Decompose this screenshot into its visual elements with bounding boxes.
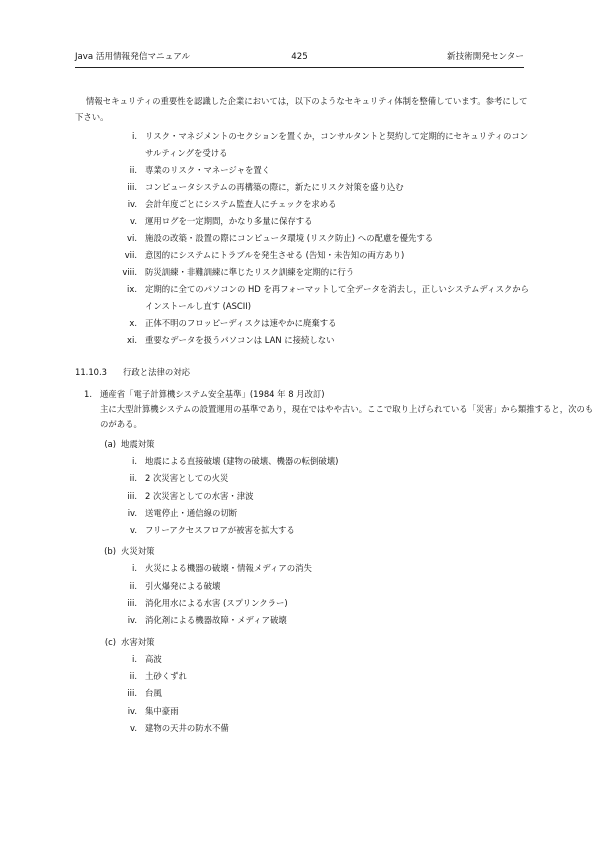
sub-item-number: i. bbox=[132, 456, 137, 466]
category-items bbox=[0, 560, 595, 629]
sub-item-number: ii. bbox=[129, 580, 137, 591]
regulation-item bbox=[0, 387, 595, 402]
category-label: (a) bbox=[104, 439, 116, 449]
list-item bbox=[0, 315, 595, 332]
sub-item-number: iv. bbox=[127, 615, 137, 626]
sub-item-text: 土砂くずれ bbox=[145, 670, 187, 681]
list-item-text: リスク・マネジメントのセクションを置くか，コンサルタントと契約して定期的にセキュリティのコンサルティングを受ける bbox=[145, 131, 529, 158]
category-heading bbox=[0, 634, 595, 651]
list-item bbox=[0, 264, 595, 281]
sub-item-text: 高波 bbox=[145, 653, 162, 664]
list-item bbox=[0, 578, 595, 595]
section-heading bbox=[75, 367, 190, 377]
category-heading bbox=[0, 543, 595, 560]
list-item bbox=[0, 230, 595, 247]
category-title: 火災対策 bbox=[121, 546, 155, 557]
header-title: Java 活用情報発信マニュアル bbox=[75, 52, 191, 62]
sub-item-text: 2 次災害としての火災 bbox=[145, 473, 229, 484]
sub-item-text: 2 次災害としての水害・津波 bbox=[145, 490, 254, 501]
list-item bbox=[0, 281, 595, 315]
list-item-number: x. bbox=[129, 318, 137, 328]
category-items bbox=[0, 651, 595, 737]
list-item-text: 正体不明のフロッピーディスクは速やかに廃棄する bbox=[145, 318, 337, 328]
category-items bbox=[0, 453, 595, 539]
list-item bbox=[0, 488, 595, 505]
list-item bbox=[0, 668, 595, 685]
sub-item-number: ii. bbox=[129, 473, 137, 484]
category-title: 水害対策 bbox=[121, 636, 155, 647]
sub-item-number: iii. bbox=[127, 688, 137, 699]
list-item bbox=[0, 560, 595, 577]
list-item bbox=[0, 196, 595, 213]
sub-item-number: iii. bbox=[127, 490, 137, 501]
list-item-number: vi. bbox=[127, 233, 137, 243]
list-item-text: 防災訓練・非難訓練に準じたリスク訓練を定期的に行う bbox=[145, 267, 355, 277]
list-item bbox=[0, 470, 595, 487]
category-label: (c) bbox=[104, 636, 116, 647]
category-title: 地震対策 bbox=[121, 439, 155, 449]
list-item bbox=[0, 332, 595, 349]
sub-item-text: フリーアクセスフロアが被害を拡大する bbox=[145, 525, 295, 536]
disaster-categories bbox=[0, 436, 595, 737]
list-item-number: ii. bbox=[129, 165, 137, 175]
sub-item-number: i. bbox=[132, 563, 137, 574]
sub-item-text: 消化剤による機器故障・メディア破壊 bbox=[145, 615, 287, 626]
list-item-number: i. bbox=[132, 131, 137, 141]
sub-item-number: iv. bbox=[127, 507, 137, 518]
list-item bbox=[0, 162, 595, 179]
list-item bbox=[0, 595, 595, 612]
header-rule bbox=[75, 67, 524, 68]
list-item-number: ix. bbox=[127, 284, 137, 294]
sub-item-text: 引火爆発による破壊 bbox=[145, 580, 221, 591]
sub-item-text: 火災による機器の破壊・情報メディアの消失 bbox=[145, 563, 312, 574]
category-label: (b) bbox=[104, 546, 116, 557]
intro-paragraph bbox=[75, 93, 530, 125]
list-item-number: viii. bbox=[122, 267, 137, 277]
list-item bbox=[0, 213, 595, 230]
list-item bbox=[0, 505, 595, 522]
list-item-text: 運用ログを一定期間，かなり多量に保存する bbox=[145, 216, 313, 226]
page-number: 425 bbox=[291, 52, 308, 62]
list-item-text: 専業のリスク・マネージャを置く bbox=[145, 165, 271, 175]
regulation-body: 主に大型計算機システムの設置運用の基準であり，現在ではやや古い。ここで取り上げられている「災害」から類推すると，次のものがある。 bbox=[100, 404, 594, 429]
list-item-text: 施設の改築・設置の際にコンピュータ環境 (リスク防止) への配慮を優先する bbox=[145, 233, 434, 243]
list-item-text: 会計年度ごとにシステム監査人にチェックを求める bbox=[145, 199, 337, 209]
list-item bbox=[0, 651, 595, 668]
security-measures-list bbox=[0, 128, 595, 349]
sub-item-number: i. bbox=[132, 653, 137, 664]
list-item bbox=[0, 612, 595, 629]
sub-item-text: 送電停止・通信線の切断 bbox=[145, 507, 238, 518]
list-item bbox=[0, 685, 595, 702]
list-item bbox=[0, 703, 595, 720]
sub-item-number: v. bbox=[130, 525, 137, 536]
regulation-title: 通産省「電子計算機システム安全基準」(1984 年 8 月改訂) bbox=[100, 389, 325, 399]
list-item bbox=[0, 720, 595, 737]
list-item bbox=[0, 247, 595, 264]
regulation-block bbox=[0, 387, 595, 739]
sub-item-text: 建物の天井の防水不備 bbox=[145, 722, 229, 733]
sub-item-text: 地震による直接破壊 (建物の破壊、機器の転倒破壊) bbox=[145, 456, 339, 466]
sub-item-number: v. bbox=[130, 722, 137, 733]
list-item-number: xi. bbox=[127, 335, 137, 345]
sub-item-number: iv. bbox=[127, 705, 137, 716]
list-item-number: iii. bbox=[127, 182, 137, 192]
sub-item-number: ii. bbox=[129, 670, 137, 681]
list-item bbox=[0, 179, 595, 196]
sub-item-text: 消化用水による水害 (スプリンクラー) bbox=[145, 598, 288, 609]
intro-text: 情報セキュリティの重要性を認識した企業においては，以下のようなセキュリティ体制を整備しています。参考にして下さい。 bbox=[75, 96, 528, 122]
list-item-number: iv. bbox=[127, 199, 137, 209]
list-item bbox=[0, 128, 595, 162]
list-item-text: 定期的に全てのパソコンの HD を再フォーマットして全データを消去し，正しいシステムディスクからインストールし直す (ASCII) bbox=[145, 284, 529, 311]
header-organization: 新技術開発センター bbox=[446, 52, 524, 62]
page-header bbox=[75, 52, 524, 66]
category-heading bbox=[0, 436, 595, 453]
list-item-number: vii. bbox=[124, 250, 137, 260]
list-item bbox=[0, 522, 595, 539]
list-item-text: 意図的にシステムにトラブルを発生させる (告知・未告知の両方あり) bbox=[145, 250, 405, 260]
list-item-number: v. bbox=[130, 216, 137, 226]
section-title: 行政と法律の対応 bbox=[123, 367, 190, 377]
list-item-text: コンピュータシステムの再構築の際に，新たにリスク対策を盛り込む bbox=[145, 182, 404, 192]
list-item-text: 重要なデータを扱うパソコンは LAN に接続しない bbox=[145, 335, 335, 345]
sub-item-number: iii. bbox=[127, 598, 137, 609]
list-item bbox=[0, 453, 595, 470]
sub-item-text: 台風 bbox=[145, 688, 162, 699]
regulation-number: 1. bbox=[84, 389, 92, 399]
sub-item-text: 集中豪雨 bbox=[145, 705, 179, 716]
section-number: 11.10.3 bbox=[75, 367, 107, 377]
